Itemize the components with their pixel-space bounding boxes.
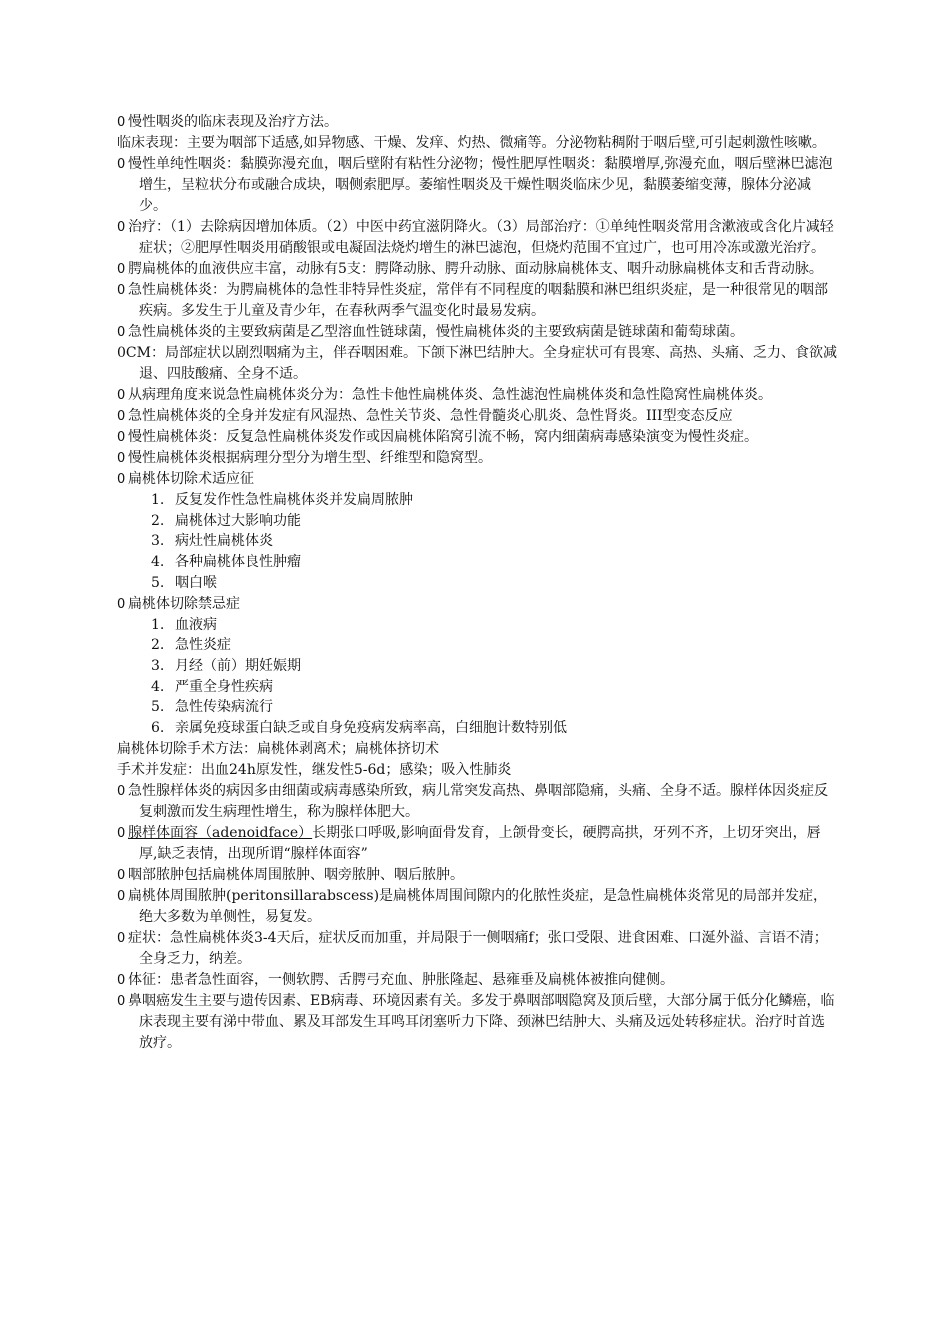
paragraph-treatment: 0 治疗：（1）去除病因增加体质。（2）中医中药宜滋阴降火。（3）局部治疗：①单纯性咽炎常用含漱液或含化片减轻症状；②肥厚性咽炎用硝酸银或电凝固法烧灼增生的淋巴滤泡，但烧灼范围不宜过广，也可用冷冻或激光治疗。 [117, 219, 834, 256]
bullet: 0 [117, 472, 126, 487]
paragraph-signs: 0 体征：患者急性面容，一侧软腭、舌腭弓充血、肿胀隆起、悬雍垂及扁桃体被推向健侧。 [117, 970, 837, 991]
paragraph-blood-supply: 0 腭扁桃体的血液供应丰富，动脉有5支：腭降动脉、腭升动脉、面动脉扁桃体支、咽升动脉扁桃体支和舌背动脉。 [117, 259, 837, 280]
paragraph-nasopharyngeal-carcinoma: 0 鼻咽癌发生主要与遗传因素、EB病毒、环境因素有关。多发于鼻咽部咽隐窝及顶后壁，大部分属于低分化鳞癌，临床表现主要有涕中带血、累及耳部发生耳鸣耳闭塞听力下降、颈淋巴结肿大、头痛及远处转移症状。治疗时首选放疗。 [117, 992, 835, 1051]
paragraph-pathology-types: 0 从病理角度来说急性扁桃体炎分为：急性卡他性扁桃体炎、急性滤泡性扁桃体炎和急性隐窝性扁桃体炎。 [117, 385, 837, 406]
list-item: 3. 病灶性扁桃体炎 [151, 533, 273, 550]
cm-prefix: 0CM： [117, 345, 165, 361]
bullet: 0 [117, 451, 126, 466]
paragraph-pharyngeal-abscess: 0 咽部脓肿包括扁桃体周围脓肿、咽旁脓肿、咽后脓肿。 [117, 865, 837, 886]
bullet: 0 [117, 115, 126, 130]
adenoid-face-term: 腺样体面容（adenoidface） [128, 824, 313, 841]
list-item: 5. 咽白喉 [151, 574, 217, 591]
surgery-complications: 手术并发症：出血24h原发性，继发性5-6d；感染；吸入性肺炎 [117, 761, 512, 778]
bullet: 0 [117, 867, 126, 883]
list-item: 4. 各种扁桃体良性肿瘤 [151, 554, 301, 571]
paragraph-chronic-tonsillitis: 0 慢性扁桃体炎：反复急性扁桃体炎发作或因扁桃体陷窝引流不畅，窝内细菌病毒感染演变为慢性炎症。 [117, 427, 837, 448]
list-item: 2. 急性炎症 [151, 637, 231, 654]
bullet: 0 [117, 596, 126, 612]
paragraph-acute-tonsillitis: 0 急性扁桃体炎：为腭扁桃体的急性非特异性炎症，常伴有不同程度的咽黏膜和淋巴组织炎症，是一种很常见的咽部疾病。多发生于儿童及青少年，在春秋两季气温变化时最易发病。 [117, 282, 828, 319]
paragraph-clinical-manifestation: 临床表现：主要为咽部下适感,如异物感、干燥、发痒、灼热、微痛等。分泌物粘稠附于咽后壁,可引起刺激性咳嗽。 [117, 135, 826, 151]
paragraph-chronic-types: 0 慢性扁桃体炎根据病理分型分为增生型、纤维型和隐窝型。 [117, 448, 837, 469]
bullet: 0 [117, 409, 126, 424]
bullet: 0 [117, 930, 126, 946]
bullet: 0 [117, 157, 126, 172]
bullet: 0 [117, 825, 126, 841]
bullet: 0 [117, 430, 126, 445]
bullet: 0 [117, 325, 126, 340]
document-body [117, 112, 837, 1054]
surgery-methods: 扁桃体切除手术方法：扁桃体剥离术；扁桃体挤切术 [117, 740, 439, 757]
paragraph-adenoid-face: 0 腺样体面容（adenoidface）长期张口呼吸,影响面骨发育，上颌骨变长，硬腭高拱，牙列不齐，上切牙突出，唇厚,缺乏表情，出现所谓“腺样体面容” [117, 824, 821, 862]
paragraph-cm-symptoms: 0CM：局部症状以剧烈咽痛为主，伴吞咽困难。下颌下淋巴结肿大。全身症状可有畏寒、高热、头痛、乏力、食欲减退、四肢酸痛、全身不适。 [117, 345, 837, 382]
paragraph-symptoms: 0 症状：急性扁桃体炎3-4天后，症状反而加重，并局限于一侧咽痛f；张口受限、进食困难、口涎外溢、言语不清；全身乏力，纳差。 [117, 929, 828, 967]
paragraph-chronic-pharyngitis-heading: 0 慢性咽炎的临床表现及治疗方法。 [117, 112, 837, 133]
list-item: 3. 月经（前）期妊娠期 [151, 657, 301, 674]
bullet: 0 [117, 262, 126, 277]
bullet: 0 [117, 888, 126, 904]
paragraph-adenoiditis: 0 急性腺样体炎的病因多由细菌或病毒感染所致，病儿常突发高热、鼻咽部隐痛，头痛、全身不适。腺样体因炎症反复刺激而发生病理性增生，称为腺样体肥大。 [117, 782, 828, 820]
list-item: 1. 血液病 [151, 616, 217, 633]
paragraph-pathogens: 0 急性扁桃体炎的主要致病菌是乙型溶血性链球菌，慢性扁桃体炎的主要致病菌是链球菌和葡萄球菌。 [117, 322, 837, 343]
bullet: 0 [117, 220, 126, 235]
contraindications-list [117, 615, 837, 739]
indications-title: 0 扁桃体切除术适应征 [117, 469, 837, 490]
contraindications-title: 0 扁桃体切除禁忌症 [117, 594, 837, 615]
paragraph-peritonsillar-abscess: 0 扁桃体周围脓肿(peritonsillarabscess)是扁桃体周围间隙内的化脓性炎症，是急性扁桃体炎常见的局部并发症，绝大多数为单侧性，易复发。 [117, 887, 828, 925]
paragraph-simple-hypertrophic: 0 慢性单纯性咽炎：黏膜弥漫充血，咽后壁附有粘性分泌物；慢性肥厚性咽炎：黏膜增厚,弥漫充血，咽后壁淋巴滤泡增生，呈粒状分布或融合成块，咽侧索肥厚。萎缩性咽炎及干燥性咽炎临床少见，黏膜萎缩变薄，腺体分泌减少。 [117, 156, 833, 214]
list-item: 5. 急性传染病流行 [151, 699, 273, 716]
list-item: 4. 严重全身性疾病 [151, 678, 273, 695]
bullet: 0 [117, 783, 126, 799]
indications-list [117, 490, 837, 594]
bullet: 0 [117, 972, 126, 988]
bullet: 0 [117, 283, 126, 298]
paragraph-systemic-complications: 0 急性扁桃体炎的全身并发症有风湿热、急性关节炎、急性骨髓炎心肌炎、急性肾炎。III型变态反应 [117, 406, 837, 427]
list-item: 1. 反复发作性急性扁桃体炎并发扁周脓肿 [151, 492, 413, 508]
bullet: 0 [117, 388, 126, 403]
bullet: 0 [117, 993, 126, 1009]
list-item: 6. 亲属免疫球蛋白缺乏或自身免疫病发病率高，白细胞计数特别低 [151, 720, 567, 737]
list-item: 2. 扁桃体过大影响功能 [151, 512, 301, 529]
